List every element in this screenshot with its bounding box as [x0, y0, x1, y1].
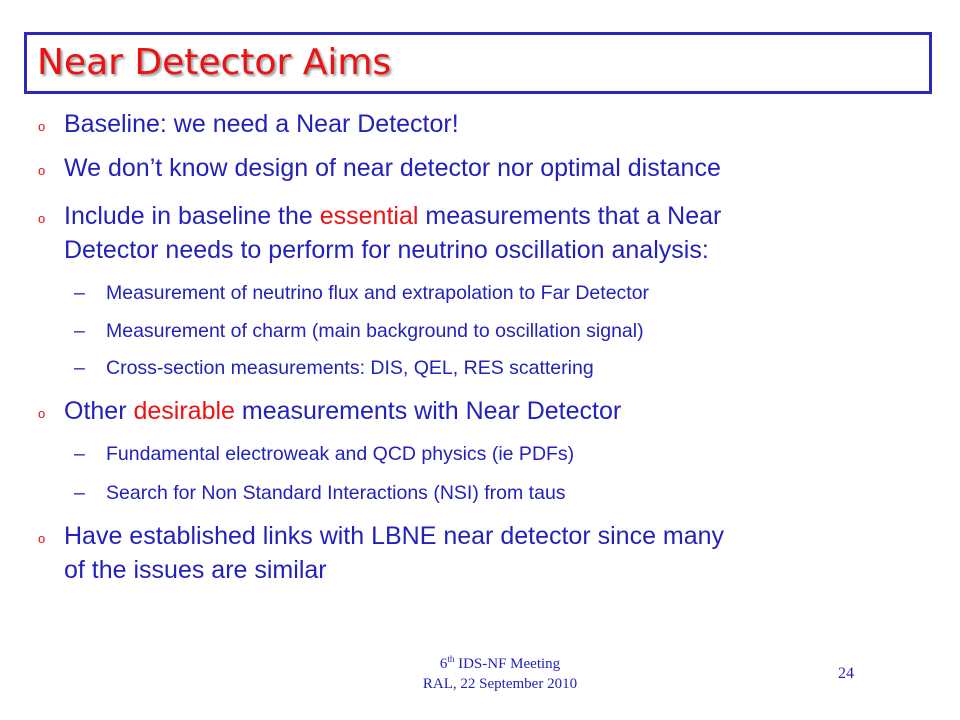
title-box	[24, 32, 932, 94]
bullet-text: Have established links with LBNE near detector since many	[64, 522, 725, 550]
bullet-marker: o	[38, 531, 46, 546]
bullet-text: Baseline: we need a Near Detector!	[64, 110, 459, 138]
sub-item-text: Fundamental electroweak and QCD physics (ie PDFs)	[106, 443, 575, 465]
footer-location-date: RAL, 22 September 2010	[422, 676, 578, 692]
sub-item-text: Search for Non Standard Interactions (NSI) from taus	[106, 482, 566, 504]
bullet-marker: o	[38, 406, 46, 421]
highlight-desirable: desirable	[133, 397, 235, 425]
sub-marker: –	[74, 320, 85, 342]
sub-marker: –	[74, 482, 85, 504]
slide-title: Near Detector Aims	[37, 42, 392, 83]
sub-marker: –	[74, 282, 85, 304]
bullet-text: Detector needs to perform for neutrino oscillation analysis:	[64, 236, 709, 264]
sub-marker: –	[74, 443, 85, 465]
bullet-marker: o	[38, 119, 46, 134]
sub-item-text: Cross-section measurements: DIS, QEL, RES scattering	[106, 357, 594, 379]
page-number: 24	[838, 665, 854, 682]
sub-item-text: Measurement of charm (main background to oscillation signal)	[106, 320, 644, 342]
footer-meeting-info	[360, 654, 640, 694]
sub-item-text: Measurement of neutrino flux and extrapolation to Far Detector	[106, 282, 650, 304]
bullet-marker: o	[38, 163, 46, 178]
bullet-text: of the issues are similar	[64, 556, 327, 584]
bullet-marker: o	[38, 211, 46, 226]
sub-marker: –	[74, 357, 85, 379]
bullet-text: We don’t know design of near detector nor optimal distance	[64, 154, 721, 182]
highlight-essential: essential	[319, 202, 419, 230]
bullet-text: Include in baseline the essential measurements that a Near	[64, 202, 722, 230]
footer-meeting-line: 6th IDS-NF Meeting	[439, 654, 561, 672]
bullet-text: Other desirable measurements with Near Detector	[64, 397, 622, 425]
